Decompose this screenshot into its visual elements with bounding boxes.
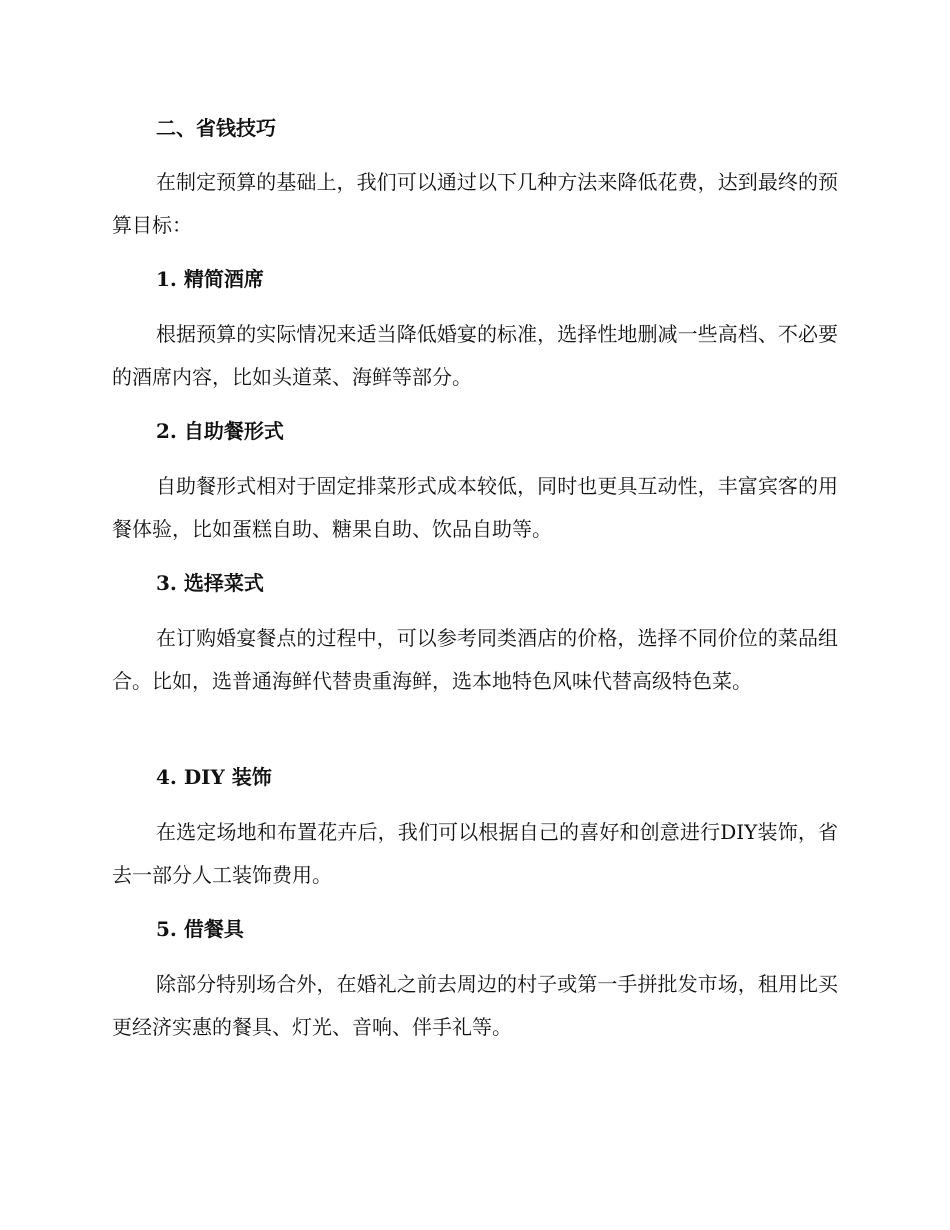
tip-5-paragraph: 除部分特别场合外，在婚礼之前去周边的村子或第一手拼批发市场，租用比买更经济实惠的餐具、灯光、音响、伴手礼等。: [112, 972, 838, 1039]
intro-paragraph: 在制定预算的基础上，我们可以通过以下几种方法来降低花费，达到最终的预算目标：: [112, 170, 838, 237]
tip-3-block: [112, 617, 838, 703]
tip-4-paragraph: 在选定场地和布置花卉后，我们可以根据自己的喜好和创意进行DIY装饰，省去一部分人工装饰费用。: [112, 820, 838, 887]
tip-1-block: [112, 313, 838, 399]
tip-1-heading: 1. 精简酒席: [156, 267, 264, 291]
section-heading: 二、省钱技巧: [156, 116, 276, 140]
intro-block: [112, 161, 838, 247]
tip-4-block: [112, 811, 838, 897]
tip-1-paragraph: 根据预算的实际情况来适当降低婚宴的标准，选择性地删减一些高档、不必要的酒席内容，比如头道菜、海鲜等部分。: [112, 322, 838, 389]
tip-3-heading: 3. 选择菜式: [156, 571, 264, 595]
tip-4-heading: 4. DIY 装饰: [156, 765, 272, 789]
tip-3-paragraph: 在订购婚宴餐点的过程中，可以参考同类酒店的价格，选择不同价位的菜品组合。比如，选普通海鲜代替贵重海鲜，选本地特色风味代替高级特色菜。: [112, 626, 838, 693]
tip-2-block: [112, 465, 838, 551]
tip-2-paragraph: 自助餐形式相对于固定排菜形式成本较低，同时也更具互动性，丰富宾客的用餐体验，比如蛋糕自助、糖果自助、饮品自助等。: [112, 474, 838, 541]
tip-5-block: [112, 963, 838, 1049]
tip-5-heading: 5. 借餐具: [156, 917, 244, 941]
tip-2-heading: 2. 自助餐形式: [156, 419, 284, 443]
